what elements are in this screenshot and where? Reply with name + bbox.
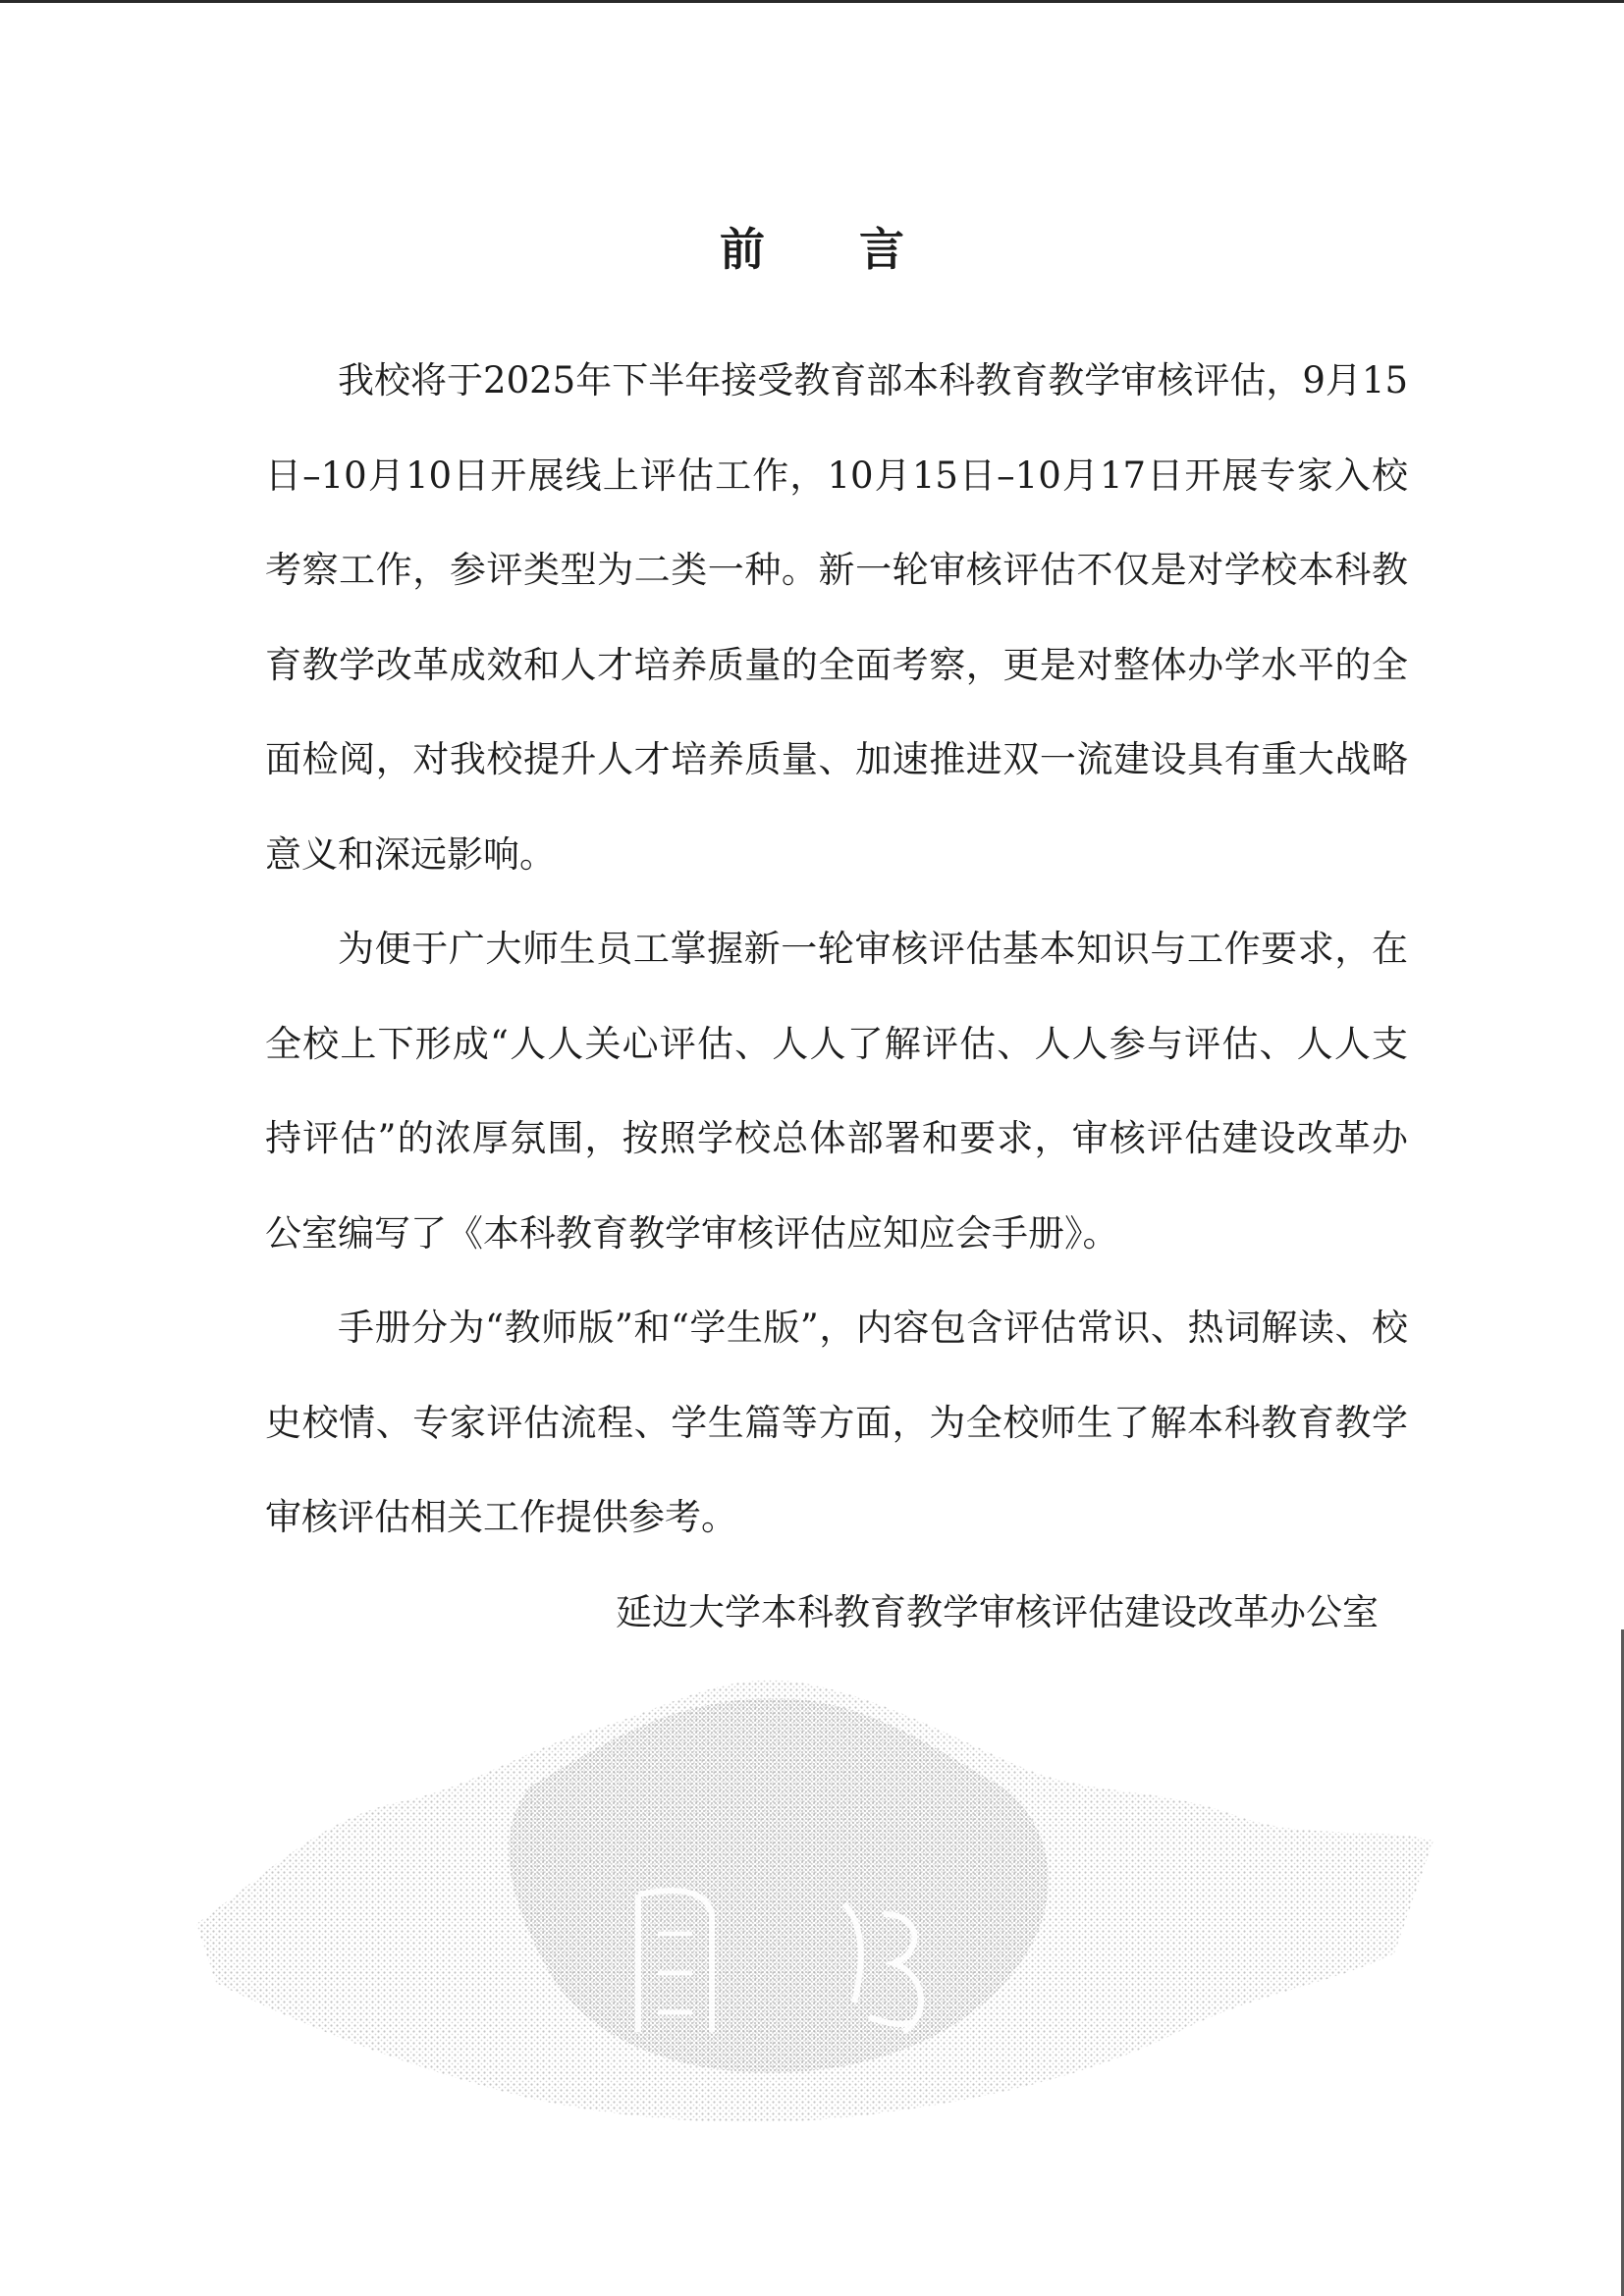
preface-body (265, 334, 1408, 1566)
page-title: 前 言 (719, 223, 944, 276)
paragraph-2: 为便于广大师生员工掌握新一轮审核评估基本知识与工作要求，在全校上下形成“人人关心评估、人人了解评估、人人参与评估、人人支持评估”的浓厚氛围，按照学校总体部署和要求，审核评估建设改革办公室编写了《本科教育教学审核评估应知应会手册》。 (265, 928, 1408, 1255)
paragraph-3: 手册分为“教师版”和“学生版”，内容包含评估常识、热词解读、校史校情、专家评估流程、学生篇等方面，为全校师生了解本科教育教学审核评估相关工作提供参考。 (265, 1307, 1408, 1538)
signature-line: 延边大学本科教育教学审核评估建设改革办公室 (616, 1591, 1379, 1633)
paragraph-1: 我校将于2025年下半年接受教育部本科教育教学审核评估，9月15日–10月10日开展线上评估工作，10月15日–10月17日开展专家入校考察工作，参评类型为二类一种。新一轮审核评估不仅是对学校本科教育教学改革成效和人才培养质量的全面考察，更是对整体办学水平的全面检阅，对我校提升人才培养质量、加速推进双一流建设具有重大战略意义和深远影响。 (265, 359, 1408, 876)
mountain-watermark (177, 1629, 1453, 2140)
